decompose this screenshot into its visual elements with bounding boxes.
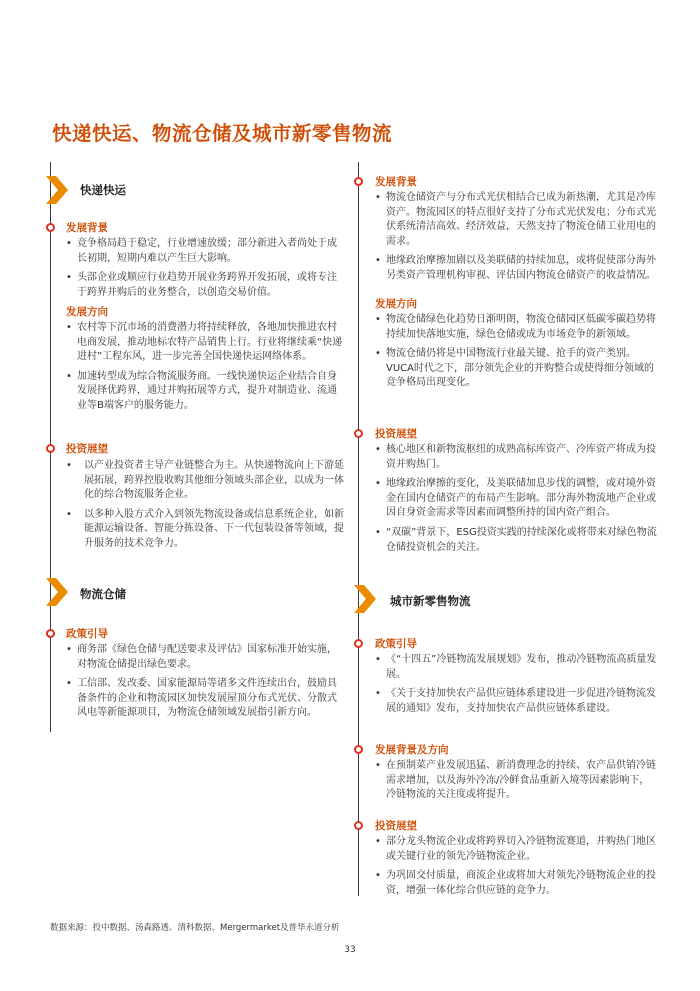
source-footnote: 数据来源：投中数据、汤森路透、清科数据、Mergermarket及普华永道分析	[50, 923, 340, 933]
subheading: 投资展望	[375, 820, 417, 832]
bullet-list	[375, 653, 658, 721]
list-item: • 《关于支持加快农产品供应链体系建设进一步促进冷链物流发展的通知》发布，支持加快农产品供应链体系建设。	[375, 687, 658, 716]
bullet-list	[375, 759, 658, 808]
timeline-dot	[354, 429, 363, 438]
chevron-icon	[46, 578, 68, 606]
subheading: 政策引导	[66, 628, 108, 640]
bullet-list	[375, 443, 658, 560]
list-item: • 物流仓储绿色化趋势日渐明朗，物流仓储园区低碳零碳趋势将持续加快落地实施，绿色仓储或成为市场竞争的新领域。	[375, 313, 658, 342]
subheading: 发展方向	[66, 306, 108, 318]
chevron-icon	[354, 585, 376, 613]
timeline-line	[358, 162, 359, 896]
list-item: • 以多种入股方式介入到领先物流设备或信息系统企业，如新能源运输设备、智能分拣设备、下一代包装设备等领域，提升服务的技术竞争力。	[66, 508, 346, 552]
list-item: • 竞争格局趋于稳定，行业增速放缓；部分新进入者尚处于成长初期，短期内难以产生巨大影响。	[66, 237, 344, 266]
timeline-dot	[46, 444, 55, 453]
list-item: • 部分龙头物流企业或将跨界切入冷链物流赛道，并购热门地区或关键行业的领先冷链物流企业。	[375, 835, 658, 864]
timeline-dot	[354, 745, 363, 754]
section-title-warehouse: 物流仓储	[80, 587, 126, 601]
subheading: 发展背景及方向	[375, 744, 449, 756]
left-column	[50, 162, 342, 732]
list-item: • 《“十四五”冷链物流发展规划》发布，推动冷链物流高质量发展。	[375, 653, 658, 682]
timeline-dot	[46, 223, 55, 232]
page-title: 快递快运、物流仓储及城市新零售物流	[52, 122, 393, 145]
list-item: • 物流仓储资产与分布式光伏相结合已成为新热潮，尤其是冷库资产。物流园区的特点很好支持了分布式光伏发电；分布式光伏系统清洁高效、经济效益，天然支持了物流仓储工业用电的需求。	[375, 191, 658, 249]
timeline-dot	[46, 629, 55, 638]
subheading: 发展背景	[66, 222, 108, 234]
list-item: • 加速转型成为综合物流服务商。一线快递快运企业结合自身发展择优跨界，通过并购拓展等方式，提升对制造业、流通业等B端客户的服务能力。	[66, 370, 344, 414]
subheading: 政策引导	[375, 638, 417, 650]
bullet-list	[66, 321, 344, 419]
section-title-express: 快递快运	[80, 183, 126, 197]
timeline-dot	[354, 821, 363, 830]
bullet-list	[66, 459, 346, 557]
bullet-list	[375, 835, 658, 903]
right-column	[358, 162, 658, 896]
bullet-list	[66, 643, 344, 726]
list-item: • 工信部、发改委、国家能源局等诸多文件连续出台，鼓励具备条件的企业和物流园区加快发展屋顶分布式光伏、分散式风电等新能源项目，为物流仓储领域发展指引新方向。	[66, 677, 344, 721]
list-item: • 以产业投资者主导产业链整合为主。从快递物流向上下游延展拓展，跨界控股收购其他细分领域头部企业，以成为一体化的综合物流服务企业。	[66, 459, 346, 503]
subheading: 发展方向	[375, 298, 417, 310]
list-item: • 头部企业或顺应行业趋势开展业务跨界开发拓展，或将专注于跨界并购后的业务整合，以创造交易价值。	[66, 271, 344, 300]
bullet-list	[375, 313, 658, 396]
list-item: • “双碳”背景下，ESG投资实践的持续深化或将带来对绿色物流仓储投资机会的关注。	[375, 526, 658, 555]
chevron-icon	[46, 176, 68, 204]
timeline-dot	[354, 639, 363, 648]
list-item: • 物流仓储仍将是中国物流行业最关键、抢手的资产类别。VUCA时代之下，部分领先企业的并购整合或使得细分领域的竞争格局出现变化。	[375, 347, 658, 391]
list-item: • 在预制菜产业发展迅猛、新消费理念的持续、农产品供销冷链需求增加，以及海外冷冻/冷鲜食品重新入境等因素影响下，冷链物流的关注度或将提升。	[375, 759, 658, 803]
bullet-list	[66, 237, 344, 305]
page-number: 33	[344, 945, 356, 955]
subheading: 投资展望	[66, 443, 108, 455]
list-item: • 地缘政治摩擦加剧以及美联储的持续加息，或将促使部分海外另类资产管理机构审视、评估国内物流仓储资产的收益情况。	[375, 254, 658, 283]
section-title-retail: 城市新零售物流	[390, 594, 471, 608]
list-item: • 商务部《绿色仓储与配送要求及评估》国家标准开始实施，对物流仓储提出绿色要求。	[66, 643, 344, 672]
list-item: • 地缘政治摩擦的变化，及美联储加息步伐的调整，或对境外资金在国内仓储资产的布局产生影响。部分海外物流地产企业或因自身资金需求等因素而调整所持的国内资产组合。	[375, 477, 658, 521]
bullet-list	[375, 191, 658, 289]
timeline-dot	[354, 177, 363, 186]
list-item: • 核心地区和新物流枢纽的成熟高标库资产、冷库资产将成为投资并购热门。	[375, 443, 658, 472]
subheading: 发展背景	[375, 176, 417, 188]
list-item: • 农村等下沉市场的消费潜力将持续释放，各地加快推进农村电商发展，推动地标农特产品销售上行。行业将继续乘“快递进村”工程东风，进一步完善全国快递快运网络体系。	[66, 321, 344, 365]
list-item: • 为巩固交付质量，商流企业或将加大对领先冷链物流企业的投资，增强一体化综合供应链的竞争力。	[375, 869, 658, 898]
subheading: 投资展望	[375, 428, 417, 440]
